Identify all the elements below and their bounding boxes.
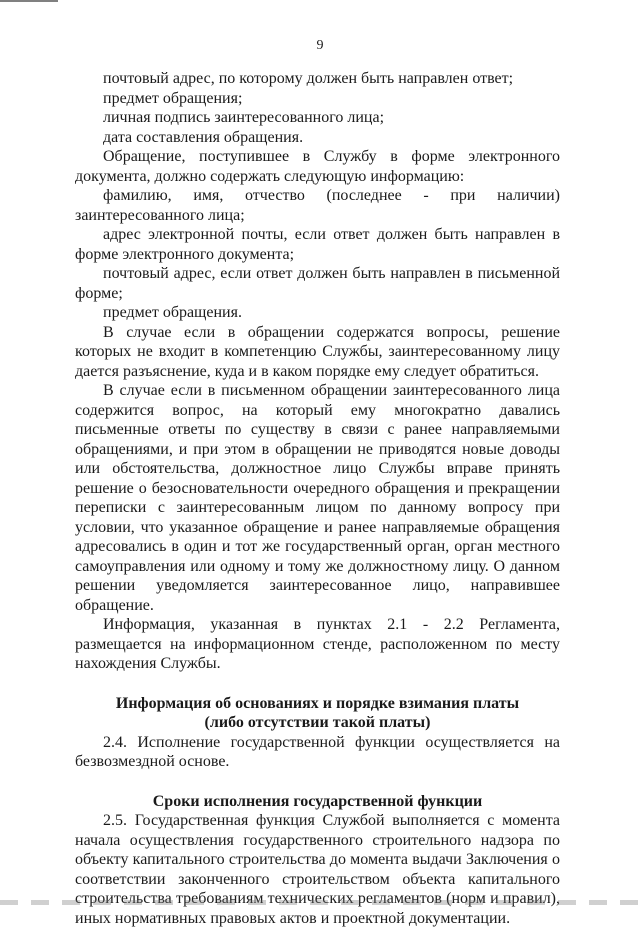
section-heading-payment-line2: (либо отсутствии такой платы) xyxy=(204,714,431,731)
section-heading-deadlines: Сроки исполнения государственной функции xyxy=(152,792,483,810)
section-heading-payment-line1: Информация об основаниях и порядке взимания платы xyxy=(115,694,520,712)
paragraph: предмет обращения. xyxy=(103,304,242,321)
paragraph: Информация, указанная в пунктах 2.1 - 2.2 Регламента, размещается на информационном стенде, расположенном по месту нахождения Службы. xyxy=(75,616,560,672)
paragraph: дата составления обращения. xyxy=(103,128,304,146)
paragraph: Обращение, поступившее в Службу в форме электронного документа, должно содержать следующую информацию: xyxy=(75,148,560,185)
scan-mark-bottom xyxy=(0,900,640,905)
section-spacer xyxy=(75,674,560,694)
paragraph: почтовый адрес, если ответ должен быть направлен в письменной форме; xyxy=(75,265,560,302)
paragraph: В случае если в письменном обращении заинтересованного лица содержится вопрос, на который ему многократно давались письменные ответы по существу в связи с ранее направляемыми обращениями, и при этом в обращении не приводятся новые доводы или обстоятельства, должностное лицо Службы вправе принять решение о безосновательности очередного обращения и прекращении переписки с заинтересованным лицом по данному вопросу при условии, что указанное обращение и ранее направляемые обращения адресовались в один и тот же государственный орган, орган местного самоуправления или одному и тому же должностному лицу. О данном решении уведомляется заинтересованное лицо, направившее обращение. xyxy=(75,382,560,614)
paragraph: фамилию, имя, отчество (последнее - при наличии) заинтересованного лица; xyxy=(75,187,560,224)
paragraph: 2.5. Государственная функция Службой выполняется с момента начала осуществления государственного строительного надзора по объекту капитального строительства до момента выдачи Заключения о соответствии законченного строительством объекта капитального строительства требованиям технических регламентов (норм и правил), иных нормативных правовых актов и проектной документации. xyxy=(75,812,560,927)
paragraph: личная подпись заинтересованного лица; xyxy=(103,109,385,126)
scan-mark-top xyxy=(0,0,58,2)
section-spacer xyxy=(75,772,560,792)
paragraph: В случае если в обращении содержатся вопросы, решение которых не входит в компетенцию Службы, заинтересованному лицу дается разъяснение, куда и в каком порядке ему следует обратиться. xyxy=(75,323,560,380)
paragraph: предмет обращения; xyxy=(103,89,243,107)
paragraph: 2.4. Исполнение государственной функции осуществляется на безвозмездной основе. xyxy=(75,733,560,770)
document-body xyxy=(75,69,560,928)
paragraph: адрес электронной почты, если ответ должен быть направлен в форме электронного документа; xyxy=(75,226,560,263)
page-number: 9 xyxy=(316,38,324,53)
paragraph: почтовый адрес, по которому должен быть направлен ответ; xyxy=(103,70,514,87)
